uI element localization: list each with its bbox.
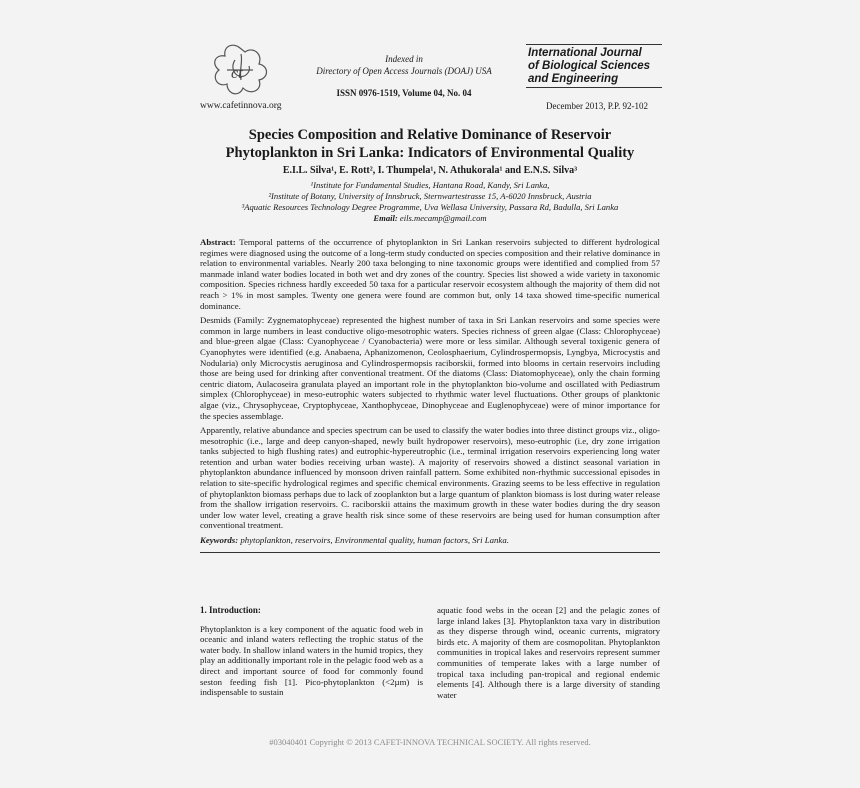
abstract-paragraph-1: Abstract: Temporal patterns of the occurrence of phytoplankton in Sri Lankan reservoirs subjected to different hydrological regimes were diagnosed using the outcome of a long-term study conducted on species composition and their relative dominance in relation to environmental variables. Nearly 200 taxa belonging to nine taxonomic groups were identified and complied from 57 manmade inland water bodies located in both wet and dry zones of the country. Species list showed a wide variety in taxonomic composition. Species richness hardly exceeded 50 taxa for a particular reservoir ecosystem although the majority of them did not reach > 1% in most samples. Twenty one genera were found are common but, only 14 taxa showed time-specific numerical dominance.	[200, 237, 660, 311]
intro-text-right: aquatic food webs in the ocean [2] and the pelagic zones of large inland lakes [3]. Phytoplankton taxa vary in distribution as they disperse through wind, oceanic currents, migratory birds etc. A majority of them are cosmopolitan. Phytoplankton communities in tropical lakes and reservoirs represent summer communities of temperate lakes with a large number of tropical taxa including pan-tropical and regional endemic elements [4]. Although there is a large diversity of standing water	[437, 605, 660, 700]
intro-column-left	[200, 605, 423, 698]
cafet-innova-logo	[205, 40, 275, 102]
affiliation-2: ²Institute of Botany, University of Innsbruck, Sternwartestrasse 15, A-6020 Innsbruck, Austria	[268, 191, 592, 201]
email-link[interactable]: eils.mecamp@gmail.com	[399, 213, 487, 223]
email-line: Email: eils.mecamp@gmail.com	[373, 213, 487, 223]
intro-heading: 1. Introduction:	[200, 605, 261, 615]
keywords-label: Keywords:	[200, 535, 239, 546]
abstract-label: Abstract:	[200, 237, 236, 247]
intro-text-left: Phytoplankton is a key component of the aquatic food web in oceanic and inland waters reflecting the trophic status of the water body. In shallow inland waters in the humid tropics, they play an additionally important role in the pelagic food web as a direct and important source of food for commonly found seston feeding fish [1]. Pico-phytoplankton (<2µm) is indispensable to sustain	[200, 623, 423, 698]
paper-title: Species Composition and Relative Dominance of Reservoir Phytoplankton in Sri Lanka: Indicators of Environmental Quality	[225, 127, 635, 161]
author-list: E.I.L. Silva¹, E. Rott², I. Thumpela¹, N. Athukorala¹ and E.N.S. Silva³	[282, 165, 578, 176]
keywords-line: Keywords: phytoplankton, reservoirs, Environmental quality, human factors, Sri Lanka.	[200, 535, 509, 546]
abstract-section	[200, 237, 660, 553]
affiliation-1: ¹Institute for Fundamental Studies, Hantana Road, Kandy, Sri Lanka,	[310, 180, 550, 190]
journal-name: International Journal of Biological Sciences and Engineering	[526, 44, 662, 88]
abstract-paragraph-2: Desmids (Family: Zygnematophyceae) represented the highest number of taxa in Sri Lankan reservoirs and some species were common in large numbers in least conductive oligo-mesotrophic waters. Species richness of green algae (Class: Chlorophyceae) and blue-green algae (Class: Cyanophyceae / Cyanobacteria) were more or less similar. Although several toxigenic genera of Cyanophytes were identified (e.g. Anabaena, Aphanizomenon, Ceolosphaerium, Cylindrospermopsis, Lyngbya, Microcystis and Nodularia) only Microcystis aeruginosa and Cylindrospermopsis raciborskii, formed into blooms in certain reservoirs including those are being used for drinking after conventional treatment. Of the diatoms (Class: Diatomophyceae), only the chain forming centric diatom, Aulacoseira granulata played an important role in the phytoplankton bio-volume and oscillated with Pediastrum simplex (Chlorophyceae) in meso-eutrophic waters subjected to rhythmic water level fluctuations. Other groups of planktonic algae (viz., Chrysophyceae, Cryptophyceae, Xanthophyceae, Dinophyceae and Euglenophyceae) were of minor importance for the species assemblage.	[200, 315, 660, 421]
copyright-footer: #03040401 Copyright © 2013 CAFET-INNOVA TECHNICAL SOCIETY. All rights reserved.	[269, 737, 591, 747]
issue-date: December 2013, P.P. 92-102	[546, 101, 648, 111]
section-divider	[200, 552, 660, 553]
affiliation-3: ³Aquatic Resources Technology Degree Programme, Uva Wellasa University, Passara Rd, Badulla, Sri Lanka	[241, 202, 619, 212]
indexed-in: Indexed in Directory of Open Access Journals (DOAJ) USA	[316, 54, 492, 76]
site-url[interactable]: www.cafetinnova.org	[200, 101, 282, 111]
intro-column-right	[437, 605, 660, 700]
svg-text:ct: ct	[231, 65, 243, 82]
abstract-paragraph-3: Apparently, relative abundance and species spectrum can be used to classify the water bodies into three distinct groups viz., oligo-mesotrophic (i.e., large and deep canyon-shaped, newly built hydropower reservoirs), meso-eutrophic (i.e, dry zone irrigation tanks subjected to high flushing rates) and eutrophic-hypereutrophic (i.e., terminal irrigation reservoirs experiencing long water retention and urban water bodies receiving urban waste). A majority of reservoirs showed a distinct seasonal variation in phytoplankton abundance influenced by monsoon driven rainfall pattern. Some exhibited non-rhythmic successional episodes in relation to site-specific hydrological regimes and specific chemical environments. Grazing seems to be less effective in regulation of phytoplankton biomass perhaps due to lack of zooplankton but a large quantum of plankton biomass is lost during water release from the shallow irrigation reservoirs. C. raciborskii attains the maximum growth in these water bodies during the dry season under low water level, creating a grave health risk since some of these reservoirs are being used for human consumption after conventional treatment.	[200, 425, 660, 531]
issn-line: ISSN 0976-1519, Volume 04, No. 04	[336, 88, 472, 98]
affiliations	[150, 180, 710, 224]
